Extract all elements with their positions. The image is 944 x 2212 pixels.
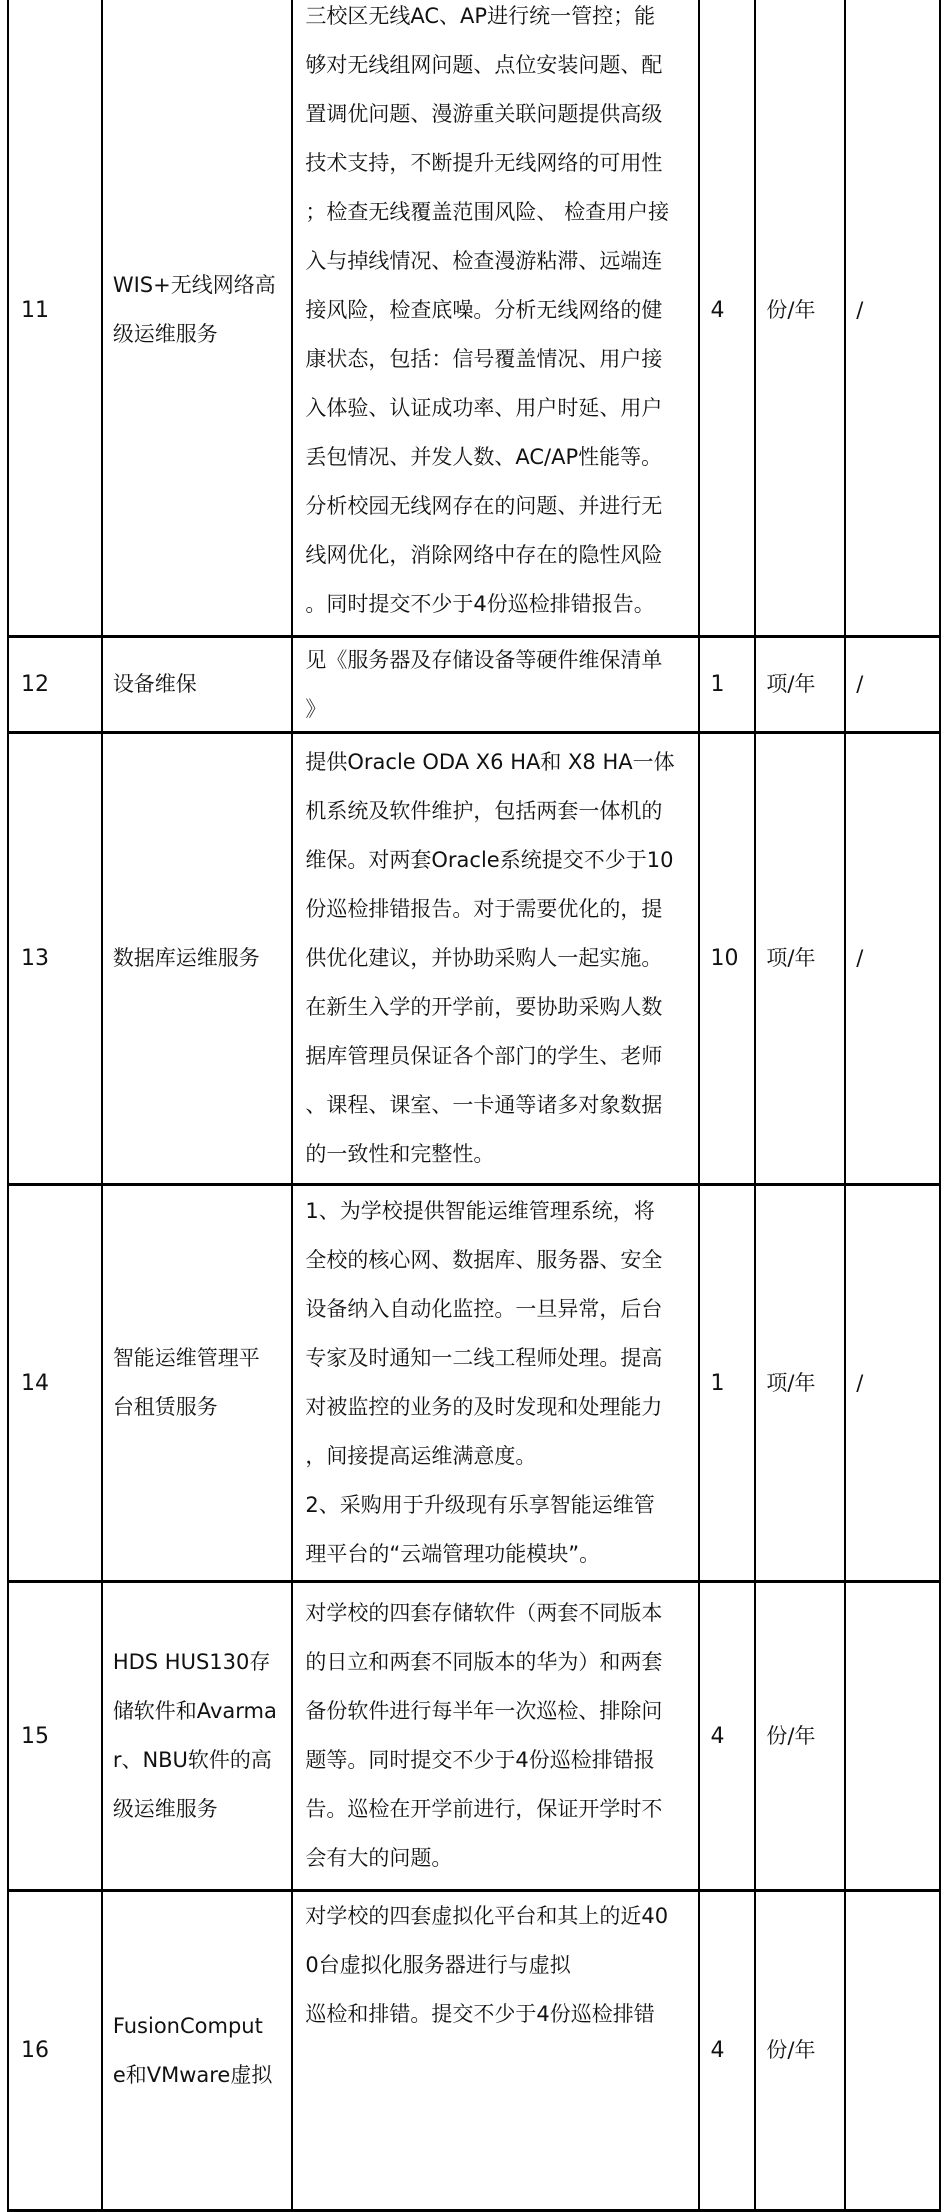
description-line: 的日立和两套不同版本的华为）和两套 bbox=[305, 1650, 663, 1674]
description-line: 对学校的四套存储软件（两套不同版本 bbox=[305, 1601, 663, 1625]
item-name bbox=[103, 638, 294, 731]
item-description bbox=[293, 0, 700, 635]
table-row bbox=[9, 734, 941, 1186]
item-number: 12 bbox=[9, 638, 103, 731]
table-row bbox=[9, 1583, 941, 1892]
item-name-line: FusionComput bbox=[112, 2013, 263, 2038]
item-unit: 份/年 bbox=[756, 0, 846, 635]
description-line: 对学校的四套虚拟化平台和其上的近40 bbox=[305, 1904, 669, 1928]
description-line: 三校区无线AC、AP进行统一管控；能 bbox=[305, 3, 656, 28]
description-line: 机系统及软件维护，包括两套一体机的 bbox=[305, 799, 663, 823]
item-number: 16 bbox=[9, 1892, 103, 2209]
item-unit: 项/年 bbox=[756, 1186, 846, 1580]
description-line: 置调优问题、漫游重关联问题提供高级 bbox=[305, 101, 663, 126]
table-row bbox=[9, 638, 941, 734]
item-description bbox=[293, 734, 700, 1183]
description-line: 巡检和排错。提交不少于4份巡检排错 bbox=[305, 2002, 655, 2026]
item-name bbox=[103, 0, 294, 635]
description-line: 对被监控的业务的及时发现和处理能力 bbox=[305, 1395, 663, 1419]
description-line: 线网优化，消除网络中存在的隐性风险 bbox=[305, 542, 663, 567]
service-table bbox=[7, 0, 941, 2212]
item-note: / bbox=[846, 1186, 941, 1580]
item-name-line: 数据库运维服务 bbox=[112, 946, 260, 970]
item-quantity: 4 bbox=[700, 0, 756, 635]
item-number: 13 bbox=[9, 734, 103, 1183]
item-note: / bbox=[846, 638, 941, 731]
item-name-line: e和VMware虚拟 bbox=[112, 2062, 273, 2087]
item-quantity: 4 bbox=[700, 1583, 756, 1889]
description-line: 接风险，检查底噪。分析无线网络的健 bbox=[305, 297, 663, 322]
description-line: 康状态，包括：信号覆盖情况、用户接 bbox=[305, 346, 663, 371]
item-description bbox=[293, 638, 700, 731]
table-row bbox=[9, 1892, 941, 2212]
description-line: 够对无线组网问题、点位安装问题、配 bbox=[305, 52, 663, 77]
description-line: 2、采购用于升级现有乐享智能运维管 bbox=[305, 1493, 655, 1517]
description-line: 入与掉线情况、检查漫游粘滞、远端连 bbox=[305, 248, 663, 273]
item-number: 14 bbox=[9, 1186, 103, 1580]
description-line: ，间接提高运维满意度。 bbox=[305, 1444, 537, 1468]
item-quantity: 10 bbox=[700, 734, 756, 1183]
item-quantity: 1 bbox=[700, 1186, 756, 1580]
description-line: 1、为学校提供智能运维管理系统，将 bbox=[305, 1199, 655, 1223]
item-note bbox=[846, 1583, 941, 1889]
description-line: 技术支持，不断提升无线网络的可用性 bbox=[305, 150, 663, 175]
item-name-line: 级运维服务 bbox=[112, 322, 218, 346]
item-name-line: WIS+无线网络高 bbox=[112, 273, 276, 297]
item-unit: 份/年 bbox=[756, 1892, 846, 2209]
item-name-line: 设备维保 bbox=[112, 672, 197, 696]
item-quantity: 4 bbox=[700, 1892, 756, 2209]
item-note: / bbox=[846, 734, 941, 1183]
description-line: 理平台的“云端管理功能模块”。 bbox=[305, 1542, 601, 1566]
description-line: 告。巡检在开学前进行，保证开学时不 bbox=[305, 1797, 663, 1821]
description-line: 份巡检排错报告。对于需要优化的，提 bbox=[305, 897, 663, 921]
description-line: 丢包情况、并发人数、AC/AP性能等。 bbox=[305, 444, 663, 469]
item-name-line: 级运维服务 bbox=[112, 1797, 218, 1821]
item-name bbox=[103, 734, 294, 1183]
description-line: 》 bbox=[305, 696, 327, 721]
item-name bbox=[103, 1583, 294, 1889]
item-note: / bbox=[846, 0, 941, 635]
description-line: 备份软件进行每半年一次巡检、排除问 bbox=[305, 1699, 663, 1723]
item-number: 11 bbox=[9, 0, 103, 635]
description-line: 、课程、课室、一卡通等诸多对象数据 bbox=[305, 1093, 663, 1117]
description-line: 入体验、认证成功率、用户时延、用户 bbox=[305, 395, 663, 420]
description-line: 的一致性和完整性。 bbox=[305, 1142, 495, 1166]
description-line: 分析校园无线网存在的问题、并进行无 bbox=[305, 493, 663, 518]
item-note bbox=[846, 1892, 941, 2209]
item-quantity: 1 bbox=[700, 638, 756, 731]
item-name-line: r、NBU软件的高 bbox=[112, 1748, 272, 1772]
description-line: 专家及时通知一二线工程师处理。提高 bbox=[305, 1346, 663, 1370]
description-line: ；检查无线覆盖范围风险、 检查用户接 bbox=[305, 199, 670, 224]
table-row bbox=[9, 1186, 941, 1583]
description-line: 提供Oracle ODA X6 HA和 X8 HA一体 bbox=[305, 750, 675, 774]
item-name-line: 储软件和Avarma bbox=[112, 1699, 277, 1723]
description-line: 在新生入学的开学前，要协助采购人数 bbox=[305, 995, 663, 1019]
item-unit: 份/年 bbox=[756, 1583, 846, 1889]
description-line: 维保。对两套Oracle系统提交不少于10 bbox=[305, 848, 674, 872]
description-line: 0台虚拟化服务器进行与虚拟 bbox=[305, 1953, 571, 1977]
item-description bbox=[293, 1892, 700, 2209]
description-line: 题等。同时提交不少于4份巡检排错报 bbox=[305, 1748, 655, 1772]
item-description bbox=[293, 1583, 700, 1889]
item-number: 15 bbox=[9, 1583, 103, 1889]
item-unit: 项/年 bbox=[756, 734, 846, 1183]
description-line: 供优化建议，并协助采购人一起实施。 bbox=[305, 946, 663, 970]
item-name bbox=[103, 1186, 294, 1580]
description-line: 设备纳入自动化监控。一旦异常，后台 bbox=[305, 1297, 663, 1321]
item-name-line: 台租赁服务 bbox=[112, 1395, 218, 1419]
description-line: 会有大的问题。 bbox=[305, 1846, 453, 1870]
description-line: 全校的核心网、数据库、服务器、安全 bbox=[305, 1248, 663, 1272]
description-line: 。同时提交不少于4份巡检排错报告。 bbox=[305, 591, 655, 616]
item-description bbox=[293, 1186, 700, 1580]
item-name-line: 智能运维管理平 bbox=[112, 1346, 260, 1370]
description-line: 见《服务器及存储设备等硬件维保清单 bbox=[305, 647, 663, 672]
item-name bbox=[103, 1892, 294, 2209]
item-unit: 项/年 bbox=[756, 638, 846, 731]
description-line: 据库管理员保证各个部门的学生、老师 bbox=[305, 1044, 663, 1068]
table-row bbox=[9, 0, 941, 638]
item-name-line: HDS HUS130存 bbox=[112, 1650, 271, 1674]
